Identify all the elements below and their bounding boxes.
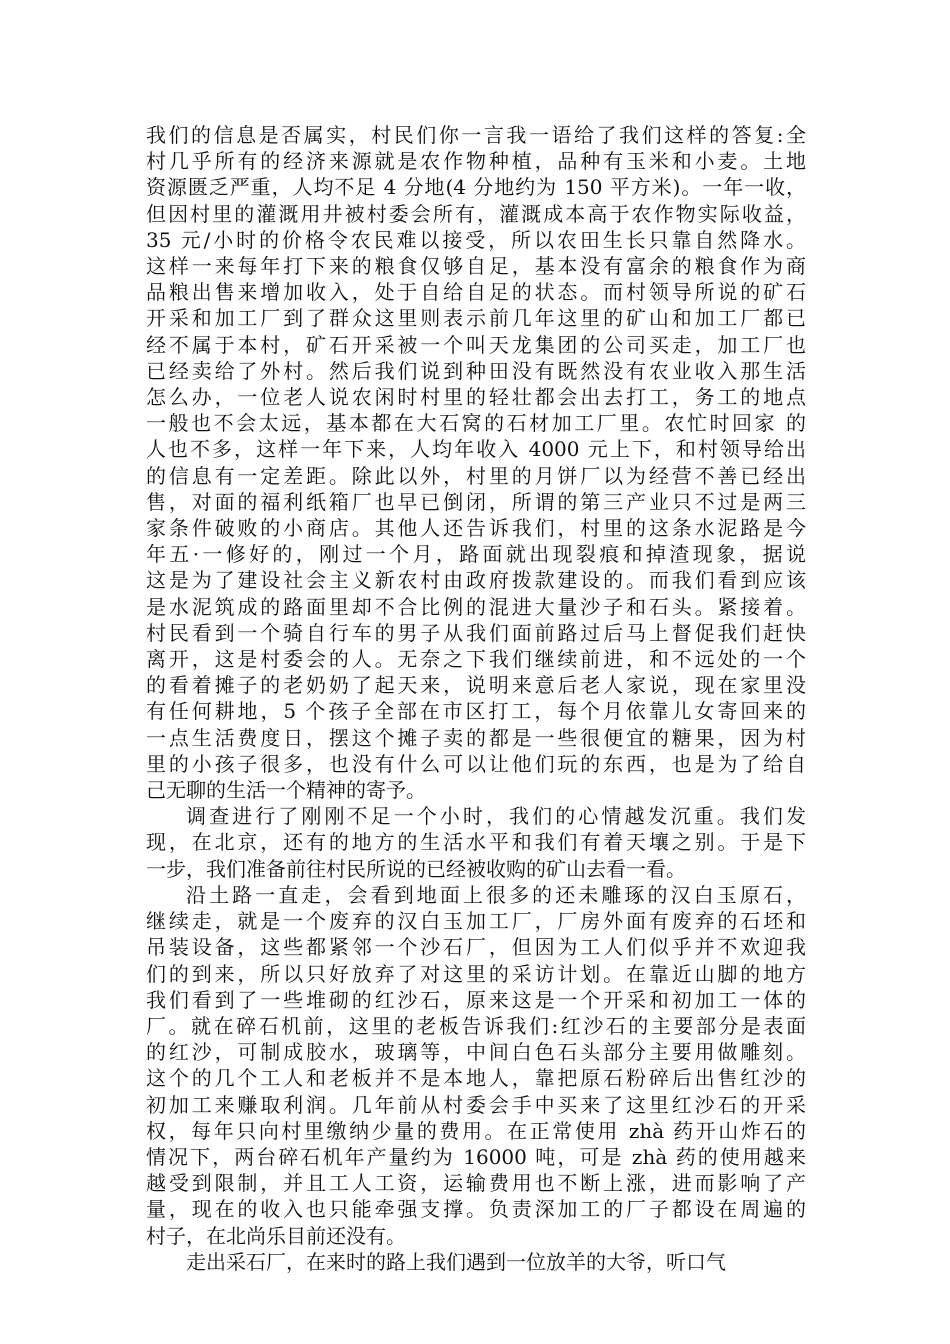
text-line: 越受到限制，并且工人工资，运输费用也不断上涨，进而影响了产 <box>146 1171 806 1196</box>
text-line: 离开，这是村委会的人。无奈之下我们继续前进，和不远处的一个 <box>146 647 806 672</box>
text-line: 里的小孩子很多，也没有什么可以让他们玩的东西，也是为了给自 <box>146 751 806 776</box>
text-line: 是水泥筑成的路面里却不合比例的混进大量沙子和石头。紧接着。 <box>146 594 806 619</box>
text-line: 家条件破败的小商店。其他人还告诉我们，村里的这条水泥路是今 <box>146 516 806 541</box>
text-line: 年五·一修好的，刚过一个月，路面就出现裂痕和掉渣现象，据说 <box>146 542 806 567</box>
text-line: 这是为了建设社会主义新农村由政府拨款建设的。而我们看到应该 <box>146 568 806 593</box>
text-line: 初加工来赚取利润。几年前从村委会手中买来了这里红沙石的开采 <box>146 1092 806 1117</box>
text-line: 厂。就在碎石机前，这里的老板告诉我们:红沙石的主要部分是表面 <box>146 1013 806 1038</box>
text-line: 但因村里的灌溉用井被村委会所有，灌溉成本高于农作物实际收益， <box>146 201 806 226</box>
text-line: 的看着摊子的老奶奶了起天来，说明来意后老人家说，现在家里没 <box>146 673 806 698</box>
text-line: 人也不多，这样一年下来，人均年收入 4000 元上下，和村领导给出 <box>146 437 806 462</box>
text-line: 有任何耕地，5 个孩子全部在市区打工，每个月依靠儿女寄回来的 <box>146 699 806 724</box>
text-line: 村子，在北尚乐目前还没有。 <box>146 1223 406 1248</box>
paragraph <box>146 803 806 882</box>
text-line: 们的到来，所以只好放弃了对这里的采访计划。在靠近山脚的地方 <box>146 961 806 986</box>
text-line: 村几乎所有的经济来源就是农作物种植，品种有玉米和小麦。土地 <box>146 149 806 174</box>
text-line: 售，对面的福利纸箱厂也早已倒闭，所谓的第三产业只不过是两三 <box>146 489 806 514</box>
text-line: 的红沙，可制成胶水，玻璃等，中间白色石头部分主要用做雕刻。 <box>146 1040 806 1065</box>
document-body <box>146 122 806 1275</box>
text-line: 这样一来每年打下来的粮食仅够自足，基本没有富余的粮食作为商 <box>146 254 806 279</box>
text-line: 我们的信息是否属实，村民们你一言我一语给了我们这样的答复:全 <box>146 123 806 147</box>
paragraph <box>146 1249 806 1275</box>
text-line: 一般也不会太远，基本都在大石窝的石材加工厂里。农忙时回家 的 <box>146 411 806 436</box>
text-line: 一步，我们准备前往村民所说的已经被收购的矿山去看一看。 <box>146 856 686 881</box>
text-line: 村民看到一个骑自行车的男子从我们面前路过后马上督促我们赶快 <box>146 620 806 645</box>
text-line: 开采和加工厂到了群众这里则表示前几年这里的矿山和加工厂都已 <box>146 306 806 331</box>
text-line: 吊装设备，这些都紧邻一个沙石厂，但因为工人们似乎并不欢迎我 <box>146 935 806 960</box>
text-line: 权，每年只向村里缴纳少量的费用。在正常使用 zhà 药开山炸石的 <box>146 1118 806 1143</box>
text-line: 走出采石厂，在来时的路上我们遇到一位放羊的大爷，听口气 <box>186 1249 726 1274</box>
text-line: 继续走，就是一个废弃的汉白玉加工厂，厂房外面有废弃的石坯和 <box>146 909 806 934</box>
text-line: 品粮出售来增加收入，处于自给自足的状态。而村领导所说的矿石 <box>146 280 806 305</box>
text-line: 己无聊的生活一个精神的寄予。 <box>146 778 426 803</box>
text-line: 35 元/小时的价格令农民难以接受，所以农田生长只靠自然降水。 <box>146 227 806 252</box>
text-line: 已经卖给了外村。然后我们说到种田没有既然没有农业收入那生活 <box>146 358 806 383</box>
text-line: 经不属于本村，矿石开采被一个叫天龙集团的公司买走，加工厂也 <box>146 332 806 357</box>
text-line: 我们看到了一些堆砌的红沙石，原来这是一个开采和初加工一体的 <box>146 987 806 1012</box>
text-line: 这个的几个工人和老板并不是本地人，靠把原石粉碎后出售红沙的 <box>146 1066 806 1091</box>
text-line: 的信息有一定差距。除此以外，村里的月饼厂以为经营不善已经出 <box>146 463 806 488</box>
text-line: 情况下，两台碎石机年产量约为 16000 吨，可是 zhà 药的使用越来 <box>146 1144 806 1169</box>
text-line: 资源匮乏严重，人均不足 4 分地(4 分地约为 150 平方米)。一年一收， <box>146 175 806 200</box>
text-line: 量，现在的收入也只能牵强支撑。负责深加工的厂子都设在周遍的 <box>146 1197 806 1222</box>
text-line: 现，在北京，还有的地方的生活水平和我们有着天壤之别。于是下 <box>146 830 806 855</box>
text-line: 调查进行了刚刚不足一个小时，我们的心情越发沉重。我们发 <box>186 804 806 829</box>
paragraph <box>146 882 806 1249</box>
text-line: 一点生活费度日，摆这个摊子卖的都是一些很便宜的糖果，因为村 <box>146 725 806 750</box>
text-line: 怎么办，一位老人说农闲时村里的轻壮都会出去打工，务工的地点 <box>146 385 806 410</box>
text-line: 沿土路一直走，会看到地面上很多的还未雕琢的汉白玉原石， <box>186 882 806 907</box>
paragraph <box>146 122 806 803</box>
